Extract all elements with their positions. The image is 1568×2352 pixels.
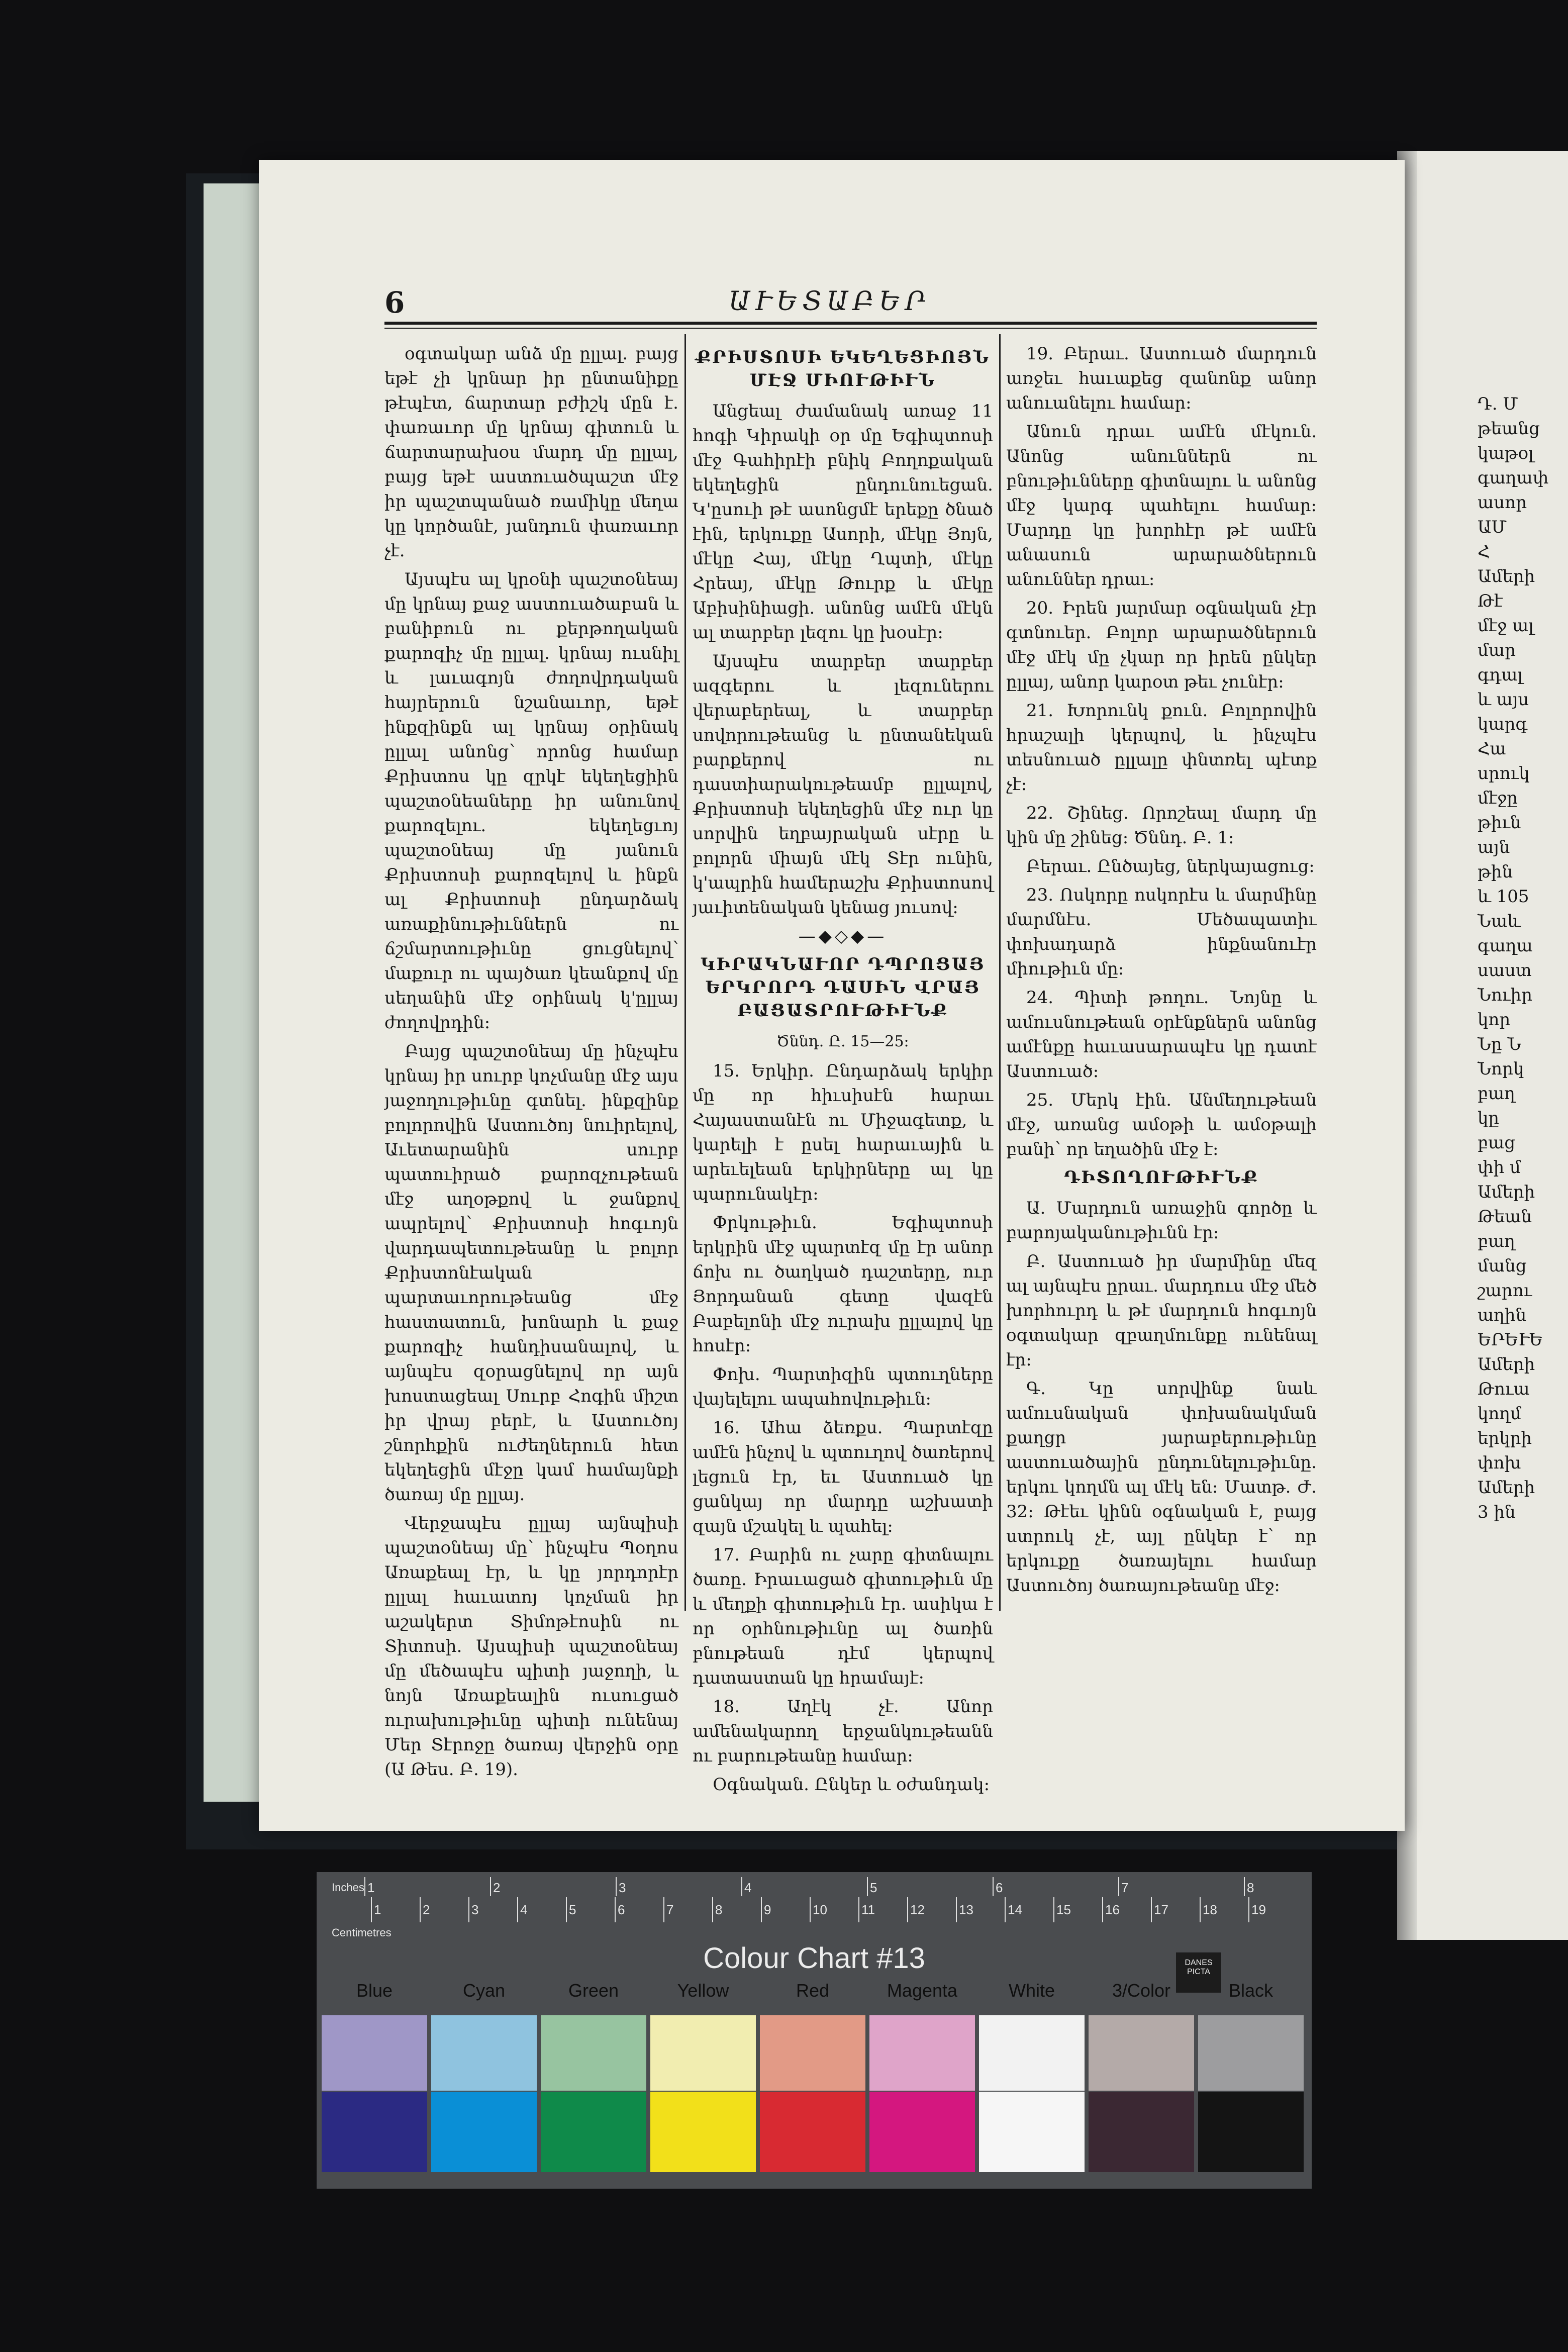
- cm-tick: [420, 1897, 421, 1922]
- cm-number: 17: [1154, 1902, 1168, 1917]
- cm-number: 9: [764, 1902, 771, 1917]
- next-page-line: մէջը: [1478, 788, 1518, 808]
- patch-dark: [650, 2092, 756, 2172]
- cm-number: 4: [520, 1902, 528, 1917]
- paragraph: Անցեալ ժամանակ առաջ 11 հոգի Կիրակի օր մը Եգիպտոսի մէջ Գահիրէի բնիկ Բողոքական եկեղեցին ընդունուեցան. Կ'ըսուի թէ ասոնցմէ երեքը ծնած էին, երկուքը Ասորի, մէկը Յոյն, մէկը Հայ, մէկը Ղպտի, մէկը Հրեայ, մէկը Թուրք և մէկը Աբիսինիացի. անոնց ամէն մէկն ալ տարբեր լեզու կը խօսէր:: [693, 401, 993, 643]
- next-page-line: մէջ ալ: [1478, 616, 1534, 636]
- next-page-line: Ամերի: [1478, 1478, 1535, 1498]
- inch-number: 1: [367, 1880, 375, 1895]
- inch-number: 3: [619, 1880, 626, 1895]
- verse-note: 22. Շինեց. Որոշեալ մարդ մը կին մը շինեց: Ծննդ. Բ. 1:: [1006, 803, 1317, 848]
- patch-light: [322, 2015, 427, 2091]
- danes-picta-logo: DANES PICTA: [1176, 1952, 1221, 1993]
- next-page-line: Նը Ն: [1478, 1034, 1521, 1054]
- patch-label: Green: [568, 1980, 619, 2001]
- patch-light: [1089, 2015, 1194, 2091]
- cm-number: 15: [1056, 1902, 1071, 1917]
- cm-tick: [810, 1897, 811, 1922]
- observation: Բ. Աստուած իր մարմինը մեզ ալ այնպէս ըրաւ. մարդուս մէջ մեծ խորհուրդ և թէ մարդուն հոգւոյն օգտակար զբաղմունքը ունենալ էր:: [1006, 1251, 1317, 1370]
- cm-number: 3: [471, 1902, 479, 1917]
- next-page-line: սաստ: [1478, 960, 1532, 981]
- verse-note: 21. Խորունկ քուն. Բոլորովին հրաշալի կերպով, և ինչպէս տեսնուած ըլլալը փնտռել պէտք չէ:: [1006, 701, 1317, 795]
- cm-number: 1: [374, 1902, 381, 1917]
- cm-number: 8: [715, 1902, 723, 1917]
- cm-tick: [1053, 1897, 1054, 1922]
- next-page-line: Նաև: [1478, 911, 1521, 931]
- article-text-unity: [693, 399, 993, 920]
- patch-dark: [869, 2092, 975, 2172]
- paragraph: Այսպէս տարբեր տարբեր ազգերու և լեզուներու վերաբերեալ, և տարբեր սովորութեանց և ընտանեկան բարքերով ու դաստիարակութեամբ ըլլալով, Քրիստոսի եկեղեցին մէջ ուր կը սորվին եղբայրական սէրը և բոլորն միայն մէկ Տէր ունին, կ'ապրին համերաշխ Քրիստոսով յաւիտենական կենաց յուսով:: [693, 651, 993, 918]
- verse-note: 18. Աղէկ չէ. Անոր ամենակարող երջանկութեանն ու բարութեանը համար:: [693, 1697, 993, 1766]
- page-number: 6: [384, 285, 405, 320]
- cm-tick: [1200, 1897, 1201, 1922]
- cm-tick: [907, 1897, 908, 1922]
- next-page-line: Նորկ: [1478, 1059, 1524, 1079]
- verse-note: Բերաւ. Ընծայեց, ներկայացուց:: [1026, 856, 1315, 876]
- next-page-line: երկրի: [1478, 1428, 1532, 1448]
- cm-tick: [1151, 1897, 1152, 1922]
- ornament-divider: —◆◇◆—: [798, 926, 888, 946]
- inch-tick: [616, 1877, 617, 1896]
- verse-note: Օգնական. Ընկեր և օժանդակ:: [713, 1775, 990, 1795]
- cm-tick: [566, 1897, 567, 1922]
- next-page-line: բաղ: [1478, 1084, 1515, 1104]
- observation: Ա. Մարդուն առաջին գործը և բարոյականութիւնն էր:: [1006, 1198, 1317, 1243]
- cm-tick: [712, 1897, 713, 1922]
- next-page-line: թին: [1478, 862, 1513, 882]
- cm-number: 11: [861, 1902, 875, 1917]
- next-page-line: գաղա: [1478, 936, 1533, 956]
- next-page-line: և այս: [1478, 690, 1529, 710]
- article-heading-sunday-school: ԿԻՐԱԿՆԱՒՈՐ ԴՊՐՈՑԱՅ ԵՐԿՐՈՐԴ ԴԱՍԻՆ ՎՐԱՅ ԲԱՑԱՏՐՈՒԹԻՒՆՔ: [700, 954, 986, 1021]
- next-page-line: կողմ: [1478, 1404, 1521, 1424]
- patch-light: [541, 2015, 646, 2091]
- next-page-line: փոխ: [1478, 1453, 1521, 1473]
- next-page-line: և 105: [1478, 887, 1529, 907]
- inch-number: 7: [1121, 1880, 1129, 1895]
- inch-tick: [364, 1877, 365, 1896]
- verse-note: Անուն դրաւ ամէն մէկուն. Անոնց անուններն ու բնութիւնները գիտնալու և անոնց մէջ կարգ պահելու համար: Մարդը կը խորհէր թէ ամէն անասուն արարածներուն անուններ դրաւ:: [1006, 422, 1317, 590]
- patch-light: [869, 2015, 975, 2091]
- next-page-line: այն: [1478, 837, 1510, 857]
- next-page-line: Նուիր: [1478, 985, 1532, 1005]
- next-page-line: թեանց: [1478, 419, 1540, 439]
- patch-dark: [979, 2092, 1085, 2172]
- patch-label: Magenta: [887, 1980, 958, 2001]
- cm-tick: [761, 1897, 762, 1922]
- inch-tick: [867, 1877, 868, 1896]
- next-page-line: բաց: [1478, 1133, 1516, 1153]
- inch-number: 8: [1247, 1880, 1254, 1895]
- cm-tick: [956, 1897, 957, 1922]
- observation: Գ. Կը սորվինք նաև ամուսնական փոխանակման քաղցր յարաբերութիւնը աստուածային ընդունելութիւնը. երկու կողմն ալ մէկ են: Մատթ. Ժ. 32: Թէեւ կինն օգնական է, բայց ստրուկ չէ, այլ ընկեր է՝ որ երկուքը ծառայելու համար Աստուծոյ ծառայութեանը մէջ:: [1006, 1379, 1317, 1596]
- patch-label: Black: [1228, 1980, 1273, 2001]
- inch-tick: [1118, 1877, 1119, 1896]
- next-page-line: ասոր: [1478, 493, 1527, 513]
- cm-number: 14: [1008, 1902, 1022, 1917]
- verse-note: 19. Բերաւ. Աստուած մարդուն առջեւ հաւաքեց զանոնք անոր անուանելու համար:: [1006, 344, 1317, 413]
- cm-number: 12: [910, 1902, 925, 1917]
- next-page-line: Դ. Մ: [1478, 394, 1518, 414]
- cm-tick: [1248, 1897, 1249, 1922]
- verse-note: Փրկութիւն. Եգիպտոսի երկրին մէջ պարտէզ մը էր անոր ճոխ ու ծաղկած դաշտերը, ուր Յորդանան գետը վազէն Բաբելոնի մէջ ուրախ ըլլալով կը հոսէր:: [693, 1213, 993, 1356]
- patch-light: [760, 2015, 865, 2091]
- verse-note: 23. Ոսկորը ոսկորէս և մարմինը մարմնէս. Մեծապատիւ փոխադարձ ինքնանուէր միութիւն մը:: [1006, 885, 1317, 979]
- paragraph: Վերջապէս ըլլայ այնպիսի պաշտօնեայ մը՝ ինչպէս Պօղոս Առաքեալ էր, և կը յորդորէր ըլլալ հաւատոյ կոչման իր աշակերտ Տիմոթէոսին ու Տիտոսի. Այսպիսի պաշտօնեայ մը մեծապէս պիտի յաջողի, և նոյն Առաքեալին ուսուցած ուրախութիւնը պիտի ունենայ Մեր Տէրոջը ծառայ վերջին օրը (Ա Թես. Բ. 19).: [384, 1513, 678, 1780]
- inch-tick: [1244, 1877, 1245, 1896]
- next-page-line: փի մ: [1478, 1157, 1521, 1178]
- patch-light: [979, 2015, 1085, 2091]
- patch-label: White: [1008, 1980, 1055, 2001]
- cm-tick: [663, 1897, 664, 1922]
- cm-number: 6: [618, 1902, 625, 1917]
- patch-label: Yellow: [677, 1980, 729, 2001]
- book-cover-edge: [204, 183, 264, 1802]
- cm-tick: [858, 1897, 859, 1922]
- next-page-line: ԱՄ: [1478, 517, 1507, 537]
- verse-note: Փոխ. Պարտիզին պտուղները վայելելու ապահովութիւն:: [693, 1364, 993, 1409]
- scripture-reference: Ծննդ. Ը. 15—25:: [776, 1033, 909, 1050]
- next-page-line: բաղ: [1478, 1231, 1515, 1251]
- next-page-line: 3 ին: [1478, 1502, 1516, 1522]
- next-page-line: կաթօլ: [1478, 443, 1534, 463]
- next-page-line: կը: [1478, 1108, 1499, 1128]
- cm-number: 2: [423, 1902, 430, 1917]
- patch-dark: [760, 2092, 865, 2172]
- verse-note: 24. Պիտի թողու. Նոյնը և ամուսնութեան օրէնքներն անոնց ամէնքը հաւասարապէս կը դատէ Աստուած:: [1006, 988, 1317, 1082]
- commentary-text: [1006, 342, 1317, 1162]
- next-page-line: գաղափ: [1478, 468, 1549, 488]
- inch-number: 2: [493, 1880, 501, 1895]
- next-page-line: Թուա: [1478, 1379, 1530, 1399]
- column-1: [384, 342, 678, 1786]
- article-text-sunday-school: [693, 1059, 993, 1797]
- patch-dark: [431, 2092, 537, 2172]
- next-page-line: թիւն: [1478, 813, 1521, 833]
- patch-label: 3/Color: [1112, 1980, 1171, 2001]
- cm-number: 16: [1105, 1902, 1120, 1917]
- next-page-column: [1478, 392, 1568, 1525]
- verse-note: 20. Իրեն յարմար օգնական չէր գտնուեր. Բոլոր արարածներուն մէջ մէկ մը չկար որ իրեն ընկեր ըլլայ, անոր կարօտ թեւ չունէր:: [1006, 598, 1317, 692]
- patch-dark: [1089, 2092, 1194, 2172]
- verse-note: 16. Ահա ձեռքս. Պարտէզը ամէն ինչով և պտուղով ծառերով լեցուն էր, եւ Աստուած կը ցանկայ որ մարդը աշխատի զայն մշակել և պահել:: [693, 1418, 993, 1536]
- paragraph: Այսպէս ալ կրօնի պաշտօնեայ մը կրնայ քաջ աստուածաբան և բանիբուն ու քերթողական քարոզիչ մը ըլլալ. կրնայ ուսնիլ և լաւագոյն ժողովրդական հայրերուն նշանաւոր, եթէ ինքզինքն ալ կրնայ օրինակ ըլլալ անոնց՝ որոնց համար Քրիստոս կը զրկէ եկեղեցիին պաշտօնեաները իր անունով քարոզելու. եկեղեցւոյ պաշտօնեայ մը յանուն Քրիստոսի քարոզելով և ինքն ալ Քրիստոսի ընդարձակ առաքինութիւններն ու ճշմարտութիւնը ցուցնելով՝ մաքուր ու պայծառ կեանքով մը սեղանին մէջ օրինակ կ'ըլլայ ժողովրդին:: [384, 569, 678, 1033]
- cm-tick: [468, 1897, 469, 1922]
- patch-light: [650, 2015, 756, 2091]
- centimetres-label: Centimetres: [332, 1926, 391, 1939]
- next-page-line: գդալ: [1478, 665, 1523, 685]
- cm-number: 7: [666, 1902, 674, 1917]
- cm-number: 13: [959, 1902, 973, 1917]
- paragraph: Բայց պաշտօնեայ մը ինչպէս կրնայ իր սուրբ կոչմանը մէջ այս յաջողութիւնը գտնել. ինքզինք բոլորովին Աստուծոյ նուիրելով, Աւետարանին սուրբ պատուիրած քարոզչութեան մէջ աղօթքով և ջանքով ապրելով՝ Քրիստոսի հոգւոյն վարդապետութեանը և բոլոր Քրիստոնէական պարտաւորութեանց մէջ հաստատուն, խոնարհ և քաջ քարոզիչ հանդիսանալով, և այնպէս զօրացնելով որ այն խոստացեալ Սուրբ Հոգին միշտ իր վրայ բերէ, և Աստուծոյ շնորհքին ուժեղներուն հետ եկեղեցին մէջը կամ համայնքի ծառայ մը ըլլայ.: [384, 1041, 678, 1505]
- cm-tick: [517, 1897, 518, 1922]
- cm-number: 19: [1251, 1902, 1266, 1917]
- colour-chart: [317, 1872, 1312, 2189]
- verse-note: 25. Մերկ էին. Անմեղութեան մէջ, առանց ամօթի և ամօթալի բանի՝ որ եղածին մէջ է:: [1006, 1090, 1317, 1159]
- next-page-line: Թէ: [1478, 591, 1503, 611]
- next-page-line: մանց: [1478, 1256, 1527, 1276]
- column-2: [693, 342, 993, 1801]
- cm-tick: [615, 1897, 616, 1922]
- patch-light: [1198, 2015, 1304, 2091]
- cm-number: 18: [1203, 1902, 1217, 1917]
- patch-dark: [1198, 2092, 1304, 2172]
- next-page-line: կարգ: [1478, 714, 1528, 734]
- colour-chart-title: Colour Chart #13: [703, 1942, 925, 1975]
- article-heading-unity: ՔՐԻՍՏՈՍԻ ԵԿԵՂԵՑԻՈՅՆ ՄԷՋ ՄԻՈՒԹԻՒՆ: [696, 347, 990, 390]
- header-rule: [384, 322, 1317, 325]
- patch-dark: [541, 2092, 646, 2172]
- next-page-line: կոր: [1478, 1010, 1511, 1030]
- observations-heading: ԴԻՏՈՂՈՒԹԻՒՆՔ: [1064, 1167, 1259, 1188]
- inch-tick: [993, 1877, 994, 1896]
- next-page-line: սրուկ: [1478, 763, 1530, 783]
- column-1-text: [384, 342, 678, 1782]
- paragraph: օգտակար անձ մը ըլլալ. բայց եթէ չի կրնար իր ընտանիքը թէպէտ, ճարտար բժիշկ մըն է. փառաւոր մը կրնայ գիտուն և ճարտարախօս մարդ մը ըլլալ, բայց եթէ աստուածպաշտ մէջ իր պաշտպանած ռամիկը մեղա կը կործանէ, յանդուն փառաւոր չէ.: [384, 344, 678, 561]
- column-rule-2: [999, 334, 1001, 1611]
- cm-tick: [1102, 1897, 1103, 1922]
- next-page-line: մար: [1478, 640, 1516, 660]
- next-page-line: Ամերի: [1478, 566, 1535, 586]
- cm-tick: [371, 1897, 372, 1922]
- next-page-line: Ամերի: [1478, 1182, 1535, 1202]
- inch-tick: [741, 1877, 742, 1896]
- cm-tick: [1005, 1897, 1006, 1922]
- next-page-line: ԵՐԵՒԵ: [1478, 1330, 1543, 1350]
- inch-tick: [490, 1877, 491, 1896]
- patch-dark: [322, 2092, 427, 2172]
- column-rule-1: [684, 334, 686, 1611]
- inch-number: 5: [870, 1880, 877, 1895]
- next-page-line: Հա: [1478, 739, 1506, 759]
- observations-text: [1006, 1196, 1317, 1598]
- next-page-line: աղին: [1478, 1305, 1527, 1325]
- next-page-line: Ամերի: [1478, 1354, 1535, 1375]
- running-head: ԱՒԵՏԱԲԵՐ: [729, 286, 931, 317]
- patch-light: [431, 2015, 537, 2091]
- inch-number: 4: [744, 1880, 752, 1895]
- patch-label: Red: [796, 1980, 830, 2001]
- inches-label: Inches: [332, 1881, 364, 1894]
- cm-number: 5: [569, 1902, 576, 1917]
- column-3: [1006, 342, 1317, 1602]
- header-rule-thin: [384, 328, 1317, 329]
- next-page-line: շարու: [1478, 1281, 1532, 1301]
- next-page-line: Հ: [1478, 542, 1490, 562]
- patch-label: Cyan: [462, 1980, 506, 2001]
- next-page-line: Թեան: [1478, 1207, 1532, 1227]
- verse-note: 17. Բարին ու չարը գիտնալու ծառը. Իրաւացած գիտութիւն մը և մեղքի գիտութիւն էր. ասիկա է որ օրհնութիւնը ալ ծառին բնութեան դէմ կերպով դատաստան կը հրամայէ:: [693, 1545, 993, 1688]
- verse-note: 15. Երկիր. Ընդարձակ երկիր մը որ հիւսիսէն հարաւ Հայաստանէն ու Միջագետք, և կարելի է ըսել հարաւային և արեւելեան երկիրները ալ կը պարունակէր:: [693, 1061, 993, 1204]
- patch-label: Blue: [356, 1980, 393, 2001]
- cm-number: 10: [813, 1902, 827, 1917]
- inch-number: 6: [996, 1880, 1003, 1895]
